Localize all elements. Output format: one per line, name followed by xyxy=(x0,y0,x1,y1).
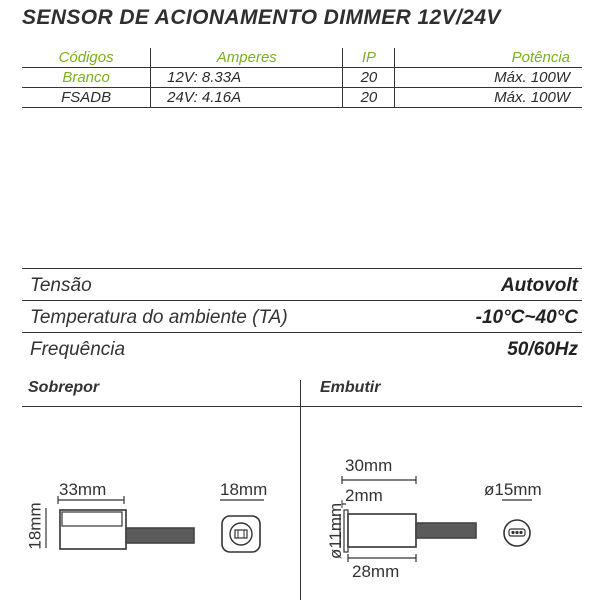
embutir-end-diameter-label: ø15mm xyxy=(484,480,542,499)
spec-label: Tensão xyxy=(30,275,92,296)
sobrepor-side-view xyxy=(46,496,194,549)
cell-ip: 20 xyxy=(343,68,395,88)
cell-amperes: 12V: 8.33A xyxy=(151,68,343,88)
spec-label: Temperatura do ambiente (TA) xyxy=(30,307,288,328)
cell-code: FSADB xyxy=(22,88,151,108)
table-row xyxy=(22,68,582,88)
embutir-heading: Embutir xyxy=(320,379,381,396)
page-title: SENSOR DE ACIONAMENTO DIMMER 12V/24V xyxy=(22,6,501,29)
embutir-flange-label: 2mm xyxy=(345,486,383,505)
spec-row-frequencia xyxy=(22,332,582,364)
codes-table xyxy=(22,48,582,108)
cell-code: Branco xyxy=(22,68,151,88)
header-amperes: Amperes xyxy=(151,48,343,68)
header-potencia: Potência xyxy=(395,48,582,68)
sobrepor-end-view xyxy=(220,500,264,552)
cell-ip: 20 xyxy=(343,88,395,108)
spec-label: Frequência xyxy=(30,339,126,360)
spec-value: 50/60Hz xyxy=(507,339,578,360)
codes-table-header xyxy=(22,48,582,68)
embutir-diameter-label: ø11mm xyxy=(326,502,346,560)
installation-diagram xyxy=(22,376,582,600)
sobrepor-height-label: 18mm xyxy=(25,502,45,550)
specs-list xyxy=(22,268,582,364)
spec-row-temperatura xyxy=(22,300,582,332)
cell-potencia: Máx. 100W xyxy=(395,68,582,88)
header-ip: IP xyxy=(343,48,395,68)
table-row xyxy=(22,88,582,108)
spec-row-tensao xyxy=(22,268,582,300)
sobrepor-heading: Sobrepor xyxy=(28,379,100,396)
cell-amperes: 24V: 4.16A xyxy=(151,88,343,108)
embutir-end-view xyxy=(502,500,532,546)
header-codigos: Códigos xyxy=(22,48,151,68)
sobrepor-end-size-label: 18mm xyxy=(220,480,268,499)
spec-value: -10°C~40°C xyxy=(475,307,578,328)
embutir-body-length-label: 28mm xyxy=(352,562,400,581)
spec-value: Autovolt xyxy=(500,275,578,296)
cell-potencia: Máx. 100W xyxy=(395,88,582,108)
sobrepor-length-label: 33mm xyxy=(59,480,107,499)
embutir-total-length-label: 30mm xyxy=(345,456,393,475)
